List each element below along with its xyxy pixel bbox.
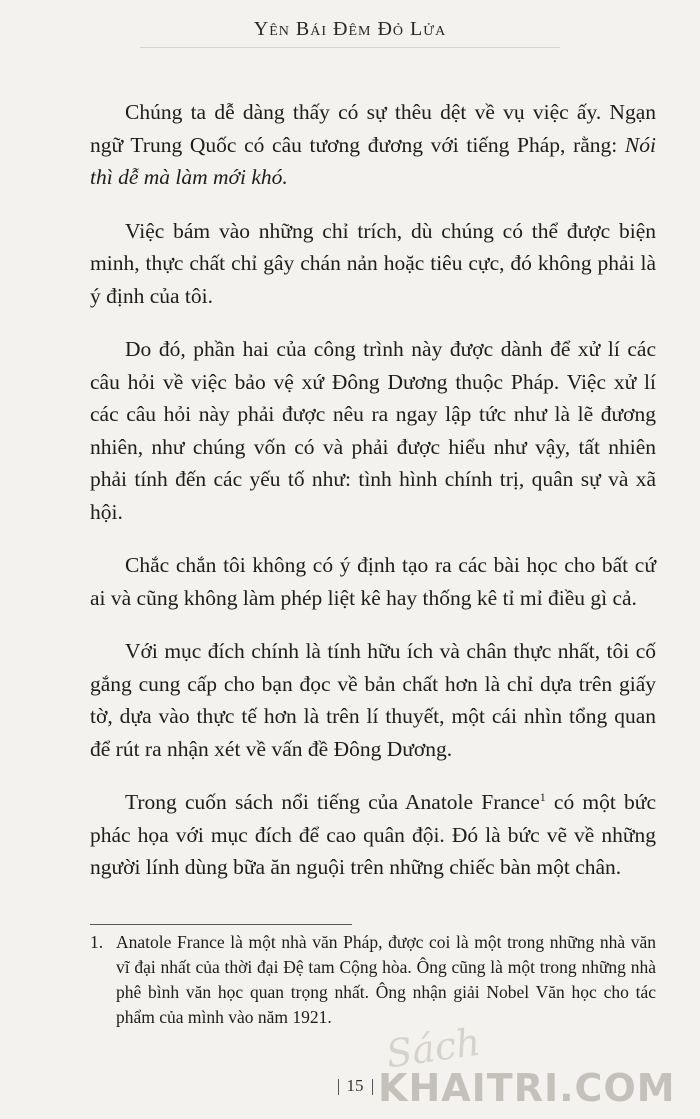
paragraph-6-text-b: có một bức phác họa với mục đích để cao quân đội. Đó là bức vẽ về những người lính dùng bữa ăn nguội trên những chiếc bàn một chân. xyxy=(90,790,656,879)
folio-bar-left xyxy=(338,1079,339,1095)
paragraph-1-text: Chúng ta dễ dàng thấy có sự thêu dệt về vụ việc ấy. Ngạn ngữ Trung Quốc có câu tương đương với tiếng Pháp, rằng: xyxy=(90,100,656,157)
watermark-script: Sách xyxy=(383,1019,484,1077)
watermark-brand: KHAITRI.COM xyxy=(378,1066,676,1110)
header-rule xyxy=(140,47,560,48)
paragraph-1-proverb: Nói thì dễ mà làm mới khó. xyxy=(90,132,656,189)
paragraph-5: Với mục đích chính là tính hữu ích và chân thực nhất, tôi cố gắng cung cấp cho bạn đọc về bản chất hơn là chỉ dựa trên giấy tờ, dựa vào thực tế hơn là trên lí thuyết, một cái nhìn tổng quan để rút ra nhận xét về vấn đề Đông Dương. xyxy=(90,639,656,761)
footnote xyxy=(90,930,656,1030)
paragraph-6-text-a: Trong cuốn sách nổi tiếng của Anatole France xyxy=(125,790,540,814)
running-head: Yên Bái Đêm Đỏ Lửa xyxy=(253,18,447,40)
main-text xyxy=(90,96,656,905)
paragraph-1 xyxy=(90,96,656,194)
footnote-reference: 1 xyxy=(539,789,546,804)
footnote-rule xyxy=(90,924,352,925)
watermark-logo xyxy=(378,1019,688,1116)
footnote-text: Anatole France là một nhà văn Pháp, được coi là một trong những nhà văn vĩ đại nhất của thời đại Đệ tam Cộng hòa. Ông cũng là một trong những nhà phê bình văn học quan trọng nhất. Ông nhận giải Nobel Văn học cho tác phẩm của mình vào năm 1921. xyxy=(116,932,656,1027)
footnote-number: 1. xyxy=(90,932,104,952)
paragraph-3: Do đó, phần hai của công trình này được dành để xử lí các câu hỏi về việc bảo vệ xứ Đông Dương thuộc Pháp. Việc xử lí các câu hỏi này phải được nêu ra ngay lập tức như là lẽ đương nhiên, như chúng vốn có và phải được hiểu như vậy, tất nhiên phải tính đến các yếu tố như: tình hình chính trị, quân sự và xã hội. xyxy=(90,337,656,524)
paragraph-4: Chắc chắn tôi không có ý định tạo ra các bài học cho bất cứ ai và cũng không làm phép liệt kê hay thống kê tỉ mỉ điều gì cả. xyxy=(90,553,656,610)
paragraph-6 xyxy=(90,786,656,884)
paragraph-2: Việc bám vào những chỉ trích, dù chúng có thể được biện minh, thực chất chỉ gây chán nản hoặc tiêu cực, đó không phải là ý định của tôi. xyxy=(90,218,656,308)
page-number: 15 xyxy=(346,1076,364,1095)
folio-bar-right xyxy=(372,1079,373,1095)
